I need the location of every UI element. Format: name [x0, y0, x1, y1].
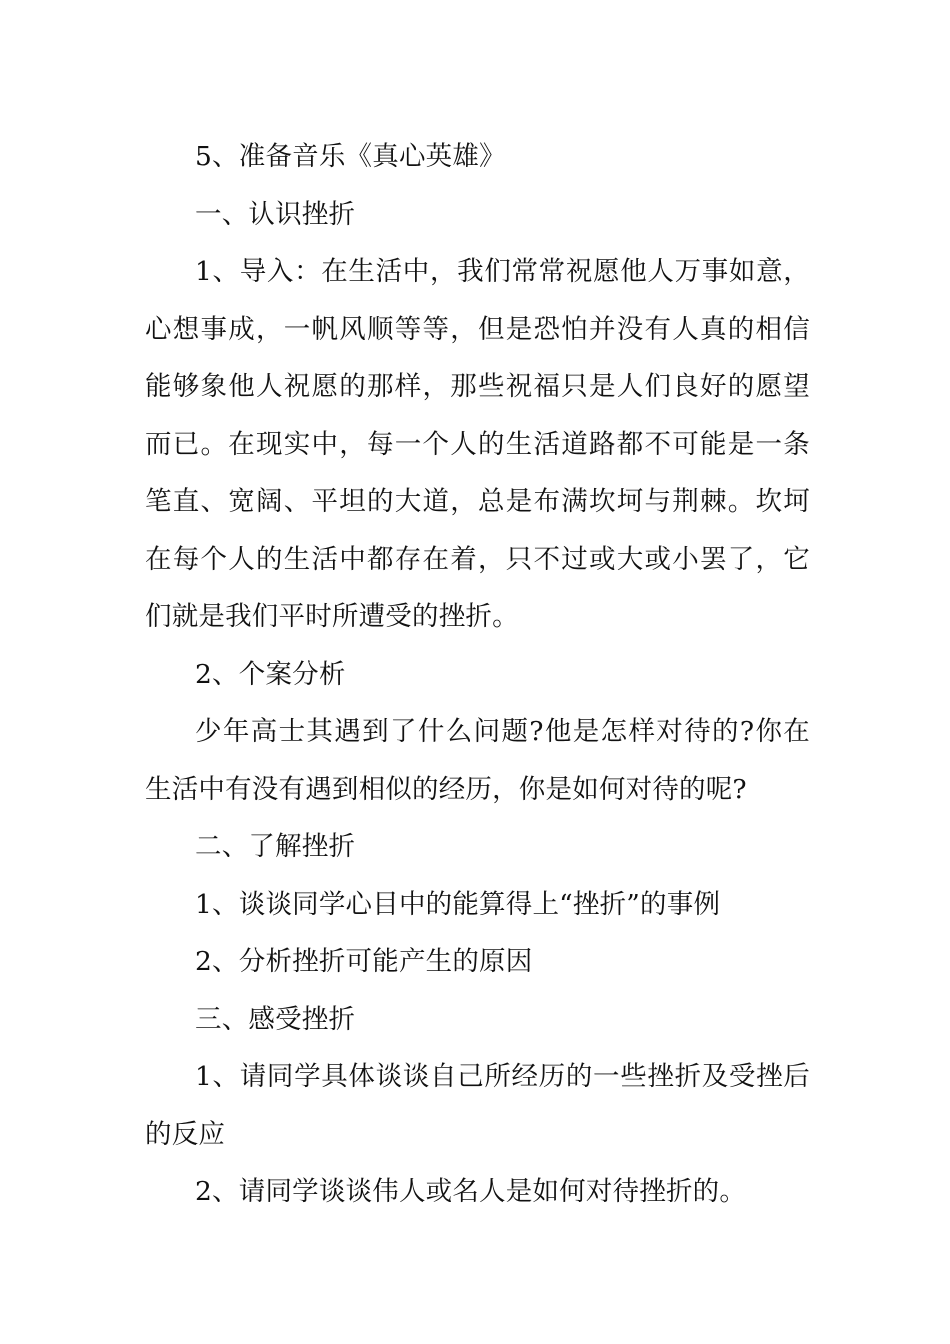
paragraph-analyze-causes: 2、分析挫折可能产生的原因 [195, 946, 533, 977]
paragraph-prepare-music: 5、准备音乐《真心英雄》 [195, 141, 506, 172]
paragraph-introduction: 1、导入：在生活中，我们常常祝愿他人万事如意，心想事成，一帆风顺等等，但是恐怕并没有人真的相信能够象他人祝愿的那样，那些祝福只是人们良好的愿望而已。在现实中，每一个人的生活道路都不可能是一条笔直、宽阔、平坦的大道，总是布满坎坷与荆棘。坎坷在每个人的生活中都存在着，只不过或大或小罢了，它们就是我们平时所遭受的挫折。 [145, 256, 810, 632]
heading-understand-frustration: 二、了解挫折 [195, 831, 356, 862]
heading-feel-frustration: 三、感受挫折 [195, 1003, 356, 1035]
paragraph-great-people: 2、请同学谈谈伟人或名人是如何对待挫折的。 [195, 1176, 747, 1207]
heading-recognize-frustration: 一、认识挫折 [195, 198, 356, 230]
heading-case-analysis: 2、个案分析 [195, 658, 346, 690]
paragraph-discuss-examples: 1、谈谈同学心目中的能算得上“挫折”的事例 [195, 888, 721, 920]
document-body [145, 128, 810, 1221]
paragraph-case-questions: 少年高士其遇到了什么问题?他是怎样对待的?你在生活中有没有遇到相似的经历，你是如何对待的呢? [145, 716, 810, 805]
paragraph-share-experiences: 1、请同学具体谈谈自己所经历的一些挫折及受挫后的反应 [145, 1061, 810, 1150]
